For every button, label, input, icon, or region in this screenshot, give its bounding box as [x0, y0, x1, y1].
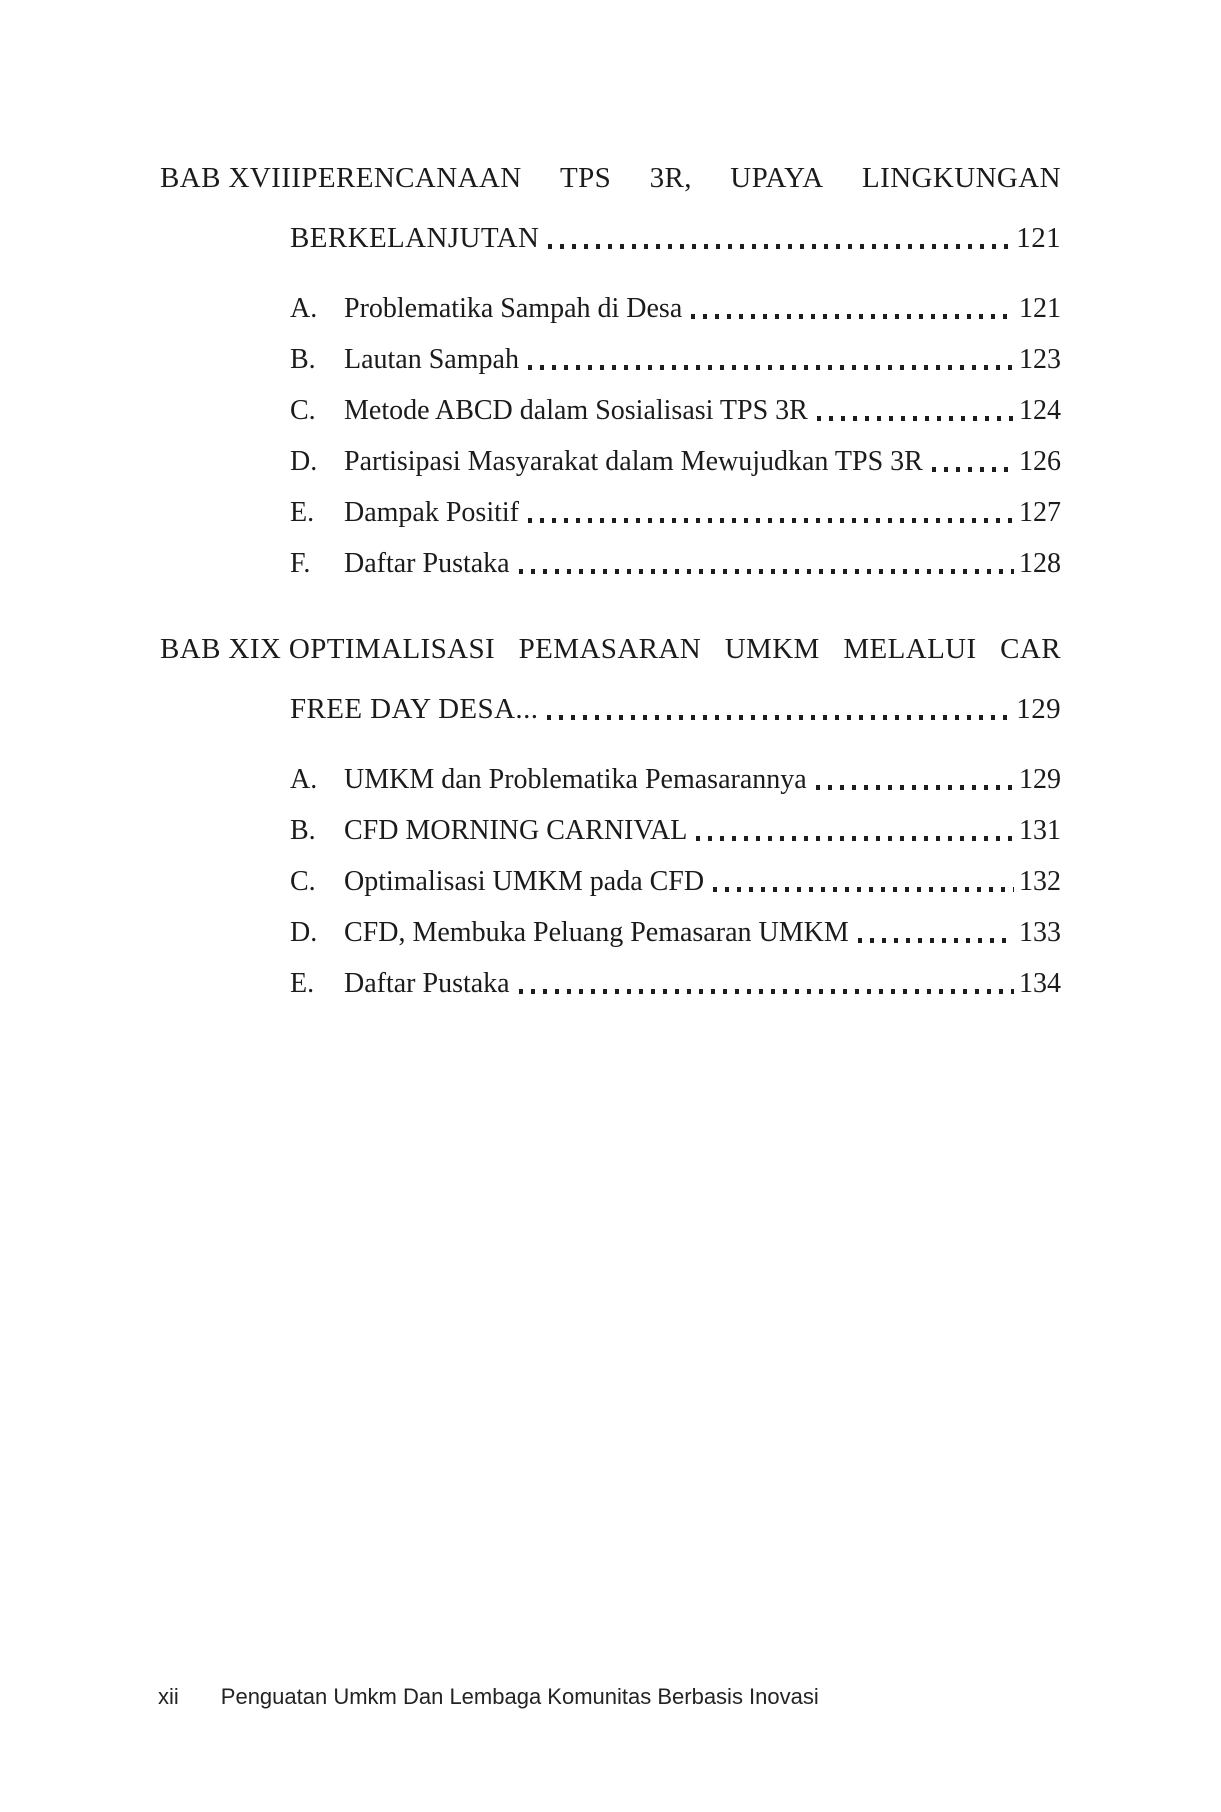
item-letter: C. [290, 395, 316, 426]
chapter-item-list [160, 761, 1061, 1003]
item-title: Metode ABCD dalam Sosialisasi TPS 3R [344, 395, 808, 426]
item-letter: F. [290, 548, 311, 579]
chapter-heading-line2 [290, 218, 1061, 258]
dot-leader [713, 887, 1014, 892]
toc-item [160, 494, 1061, 532]
toc-chapter-entry-bab-xix [160, 629, 1061, 1003]
chapter-title-word: UMKM [724, 633, 820, 665]
chapter-title-word: MELALUI [843, 633, 977, 665]
item-title: Daftar Pustaka [344, 968, 510, 999]
dot-leader [548, 244, 1011, 249]
item-page-ref: 128 [1019, 548, 1061, 579]
chapter-heading-line1 [160, 629, 1061, 669]
item-title: Daftar Pustaka [344, 548, 510, 579]
chapter-page-ref: 121 [1016, 222, 1061, 254]
chapter-title-continuation: BERKELANJUTAN [290, 222, 540, 254]
item-letter: A. [290, 764, 318, 795]
item-title: CFD MORNING CARNIVAL [344, 815, 688, 846]
dot-leader [528, 518, 1014, 523]
item-letter: D. [290, 917, 318, 948]
item-title: UMKM dan Problematika Pemasarannya [344, 764, 807, 795]
page-footer [158, 1684, 819, 1710]
item-letter: E. [290, 497, 315, 528]
toc-item [160, 443, 1061, 481]
item-page-ref: 126 [1019, 446, 1061, 477]
item-page-ref: 123 [1019, 344, 1061, 375]
chapter-title-word: 3R, [649, 162, 692, 194]
item-page-ref: 132 [1019, 866, 1061, 897]
item-letter: E. [290, 968, 315, 999]
dot-leader [691, 314, 1014, 319]
dot-leader [696, 836, 1014, 841]
item-page-ref: 134 [1019, 968, 1061, 999]
toc-item [160, 965, 1061, 1003]
toc-item [160, 545, 1061, 583]
chapter-title-word: LINGKUNGAN [862, 162, 1061, 194]
toc-item [160, 914, 1061, 952]
item-title: Lautan Sampah [344, 344, 519, 375]
chapter-title-word: TPS [560, 162, 612, 194]
item-page-ref: 131 [1019, 815, 1061, 846]
chapter-heading-line1 [160, 158, 1061, 198]
chapter-item-list [160, 290, 1061, 583]
dot-leader [528, 365, 1014, 370]
toc-item [160, 341, 1061, 379]
dot-leader [816, 785, 1014, 790]
item-letter: B. [290, 815, 316, 846]
toc-chapter-entry-bab-xviii [160, 158, 1061, 583]
item-title: Optimalisasi UMKM pada CFD [344, 866, 705, 897]
item-letter: D. [290, 446, 318, 477]
item-letter: C. [290, 866, 316, 897]
dot-leader [858, 938, 1014, 943]
dot-leader [547, 715, 1011, 720]
toc-item [160, 290, 1061, 328]
item-title: CFD, Membuka Peluang Pemasaran UMKM [344, 917, 849, 948]
toc-item [160, 761, 1061, 799]
chapter-title-word: BAB XVIIIPERENCANAAN [160, 162, 522, 194]
chapter-title-word: BAB XIX OPTIMALISASI [160, 633, 496, 665]
item-page-ref: 133 [1019, 917, 1061, 948]
item-page-ref: 127 [1019, 497, 1061, 528]
toc-item [160, 863, 1061, 901]
chapter-title-continuation: FREE DAY DESA... [290, 693, 539, 725]
item-title: Problematika Sampah di Desa [344, 293, 683, 324]
dot-leader [519, 989, 1014, 994]
toc-item [160, 392, 1061, 430]
chapter-title-word: UPAYA [730, 162, 824, 194]
item-page-ref: 121 [1019, 293, 1061, 324]
item-letter: B. [290, 344, 316, 375]
dot-leader [519, 569, 1014, 574]
toc-item [160, 812, 1061, 850]
chapter-page-ref: 129 [1016, 693, 1061, 725]
footer-page-number: xii [158, 1684, 179, 1709]
dot-leader [932, 467, 1014, 472]
chapter-title-word: CAR [1000, 633, 1061, 665]
item-title: Partisipasi Masyarakat dalam Mewujudkan TPS 3R [344, 446, 923, 477]
chapter-title-word: PEMASARAN [518, 633, 702, 665]
item-title: Dampak Positif [344, 497, 519, 528]
chapter-heading-line2 [290, 689, 1061, 729]
dot-leader [817, 416, 1014, 421]
footer-running-title: Penguatan Umkm Dan Lembaga Komunitas Berbasis Inovasi [220, 1684, 819, 1709]
item-letter: A. [290, 293, 318, 324]
toc-page-content [160, 158, 1061, 1049]
item-page-ref: 129 [1019, 764, 1061, 795]
item-page-ref: 124 [1019, 395, 1061, 426]
